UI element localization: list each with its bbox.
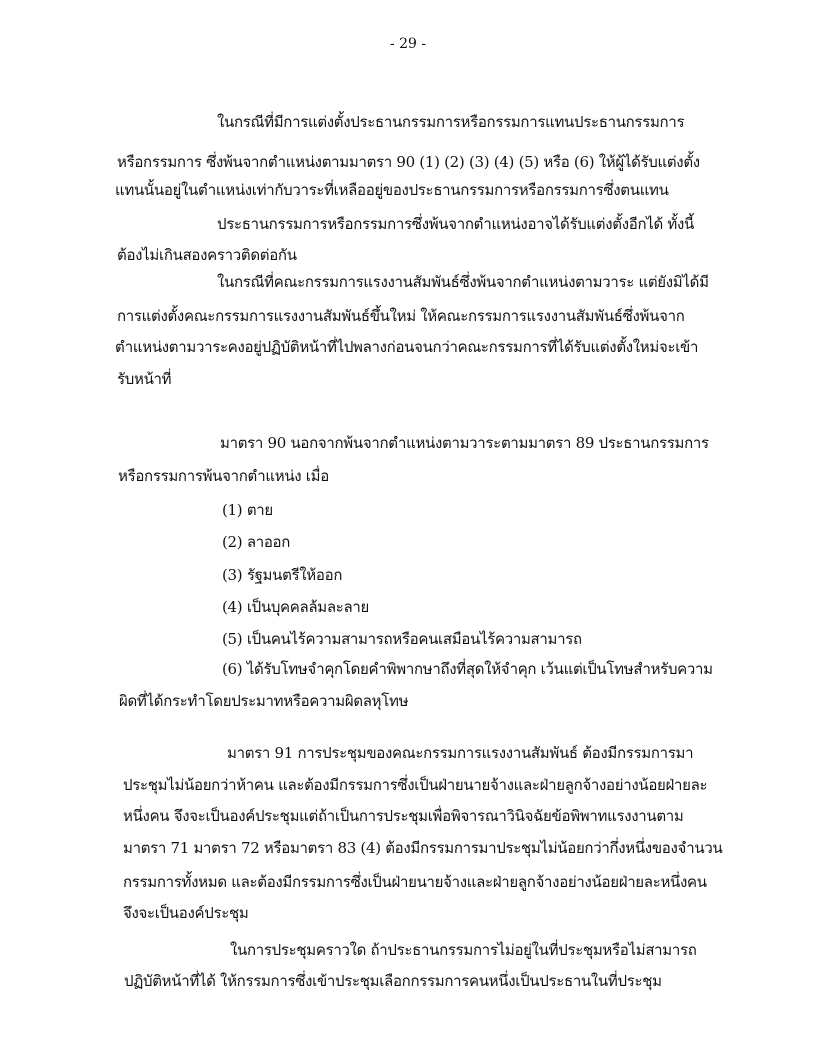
paragraph-3-line-1: ในกรณีที่คณะกรรมการแรงงานสัมพันธ์ซึ่งพ้นจากตำแหน่งตามวาระ แต่ยังมิได้มี bbox=[217, 273, 709, 291]
section-91-line-6: จึงจะเป็นองค์ประชุม bbox=[123, 904, 249, 922]
section-91-line-1: มาตรา 91 การประชุมของคณะกรรมการแรงงานสัมพันธ์ ต้องมีกรรมการมา bbox=[227, 744, 694, 762]
paragraph-1-line-1: ในกรณีที่มีการแต่งตั้งประธานกรรมการหรือกรรมการแทนประธานกรรมการ bbox=[217, 113, 685, 131]
section-90-line-2: หรือกรรมการพ้นจากตำแหน่ง เมื่อ bbox=[118, 467, 329, 485]
paragraph-4-line-1: ในการประชุมคราวใด ถ้าประธานกรรมการไม่อยู่ในที่ประชุมหรือไม่สามารถ bbox=[230, 941, 697, 959]
paragraph-4-line-2: ปฏิบัติหน้าที่ได้ ให้กรรมการซึ่งเข้าประชุมเลือกกรรมการคนหนึ่งเป็นประธานในที่ประชุม bbox=[124, 972, 662, 990]
section-90-item-4: (4) เป็นบุคคลล้มละลาย bbox=[222, 598, 370, 616]
section-91-line-3: หนึ่งคน จึงจะเป็นองค์ประชุมแต่ถ้าเป็นการประชุมเพื่อพิจารณาวินิจฉัยข้อพิพาทแรงงานตาม bbox=[123, 807, 684, 825]
paragraph-3-line-3: ตำแหน่งตามวาระคงอยู่ปฏิบัติหน้าที่ไปพลางก่อนจนกว่าคณะกรรมการที่ได้รับแต่งตั้งใหม่จะเข้า bbox=[115, 338, 699, 356]
paragraph-2-line-2: ต้องไม่เกินสองคราวติดต่อกัน bbox=[117, 246, 297, 264]
section-90-line-1: มาตรา 90 นอกจากพ้นจากตำแหน่งตามวาระตามมาตรา 89 ประธานกรรมการ bbox=[220, 434, 709, 452]
section-90-item-6-continued: ผิดที่ได้กระทำโดยประมาทหรือความผิดลหุโทษ bbox=[119, 692, 409, 710]
section-91-line-4: มาตรา 71 มาตรา 72 หรือมาตรา 83 (4) ต้องมีกรรมการมาประชุมไม่น้อยกว่ากึ่งหนึ่งของจำนวน bbox=[123, 839, 723, 857]
section-90-item-1: (1) ตาย bbox=[222, 501, 273, 519]
paragraph-2-line-1: ประธานกรรมการหรือกรรมการซึ่งพ้นจากตำแหน่งอาจได้รับแต่งตั้งอีกได้ ทั้งนี้ bbox=[217, 215, 694, 233]
section-91-line-2: ประชุมไม่น้อยกว่าห้าคน และต้องมีกรรมการซึ่งเป็นฝ่ายนายจ้างและฝ่ายลูกจ้างอย่างน้อยฝ่ายละ bbox=[123, 776, 708, 794]
paragraph-3-line-4: รับหน้าที่ bbox=[117, 370, 172, 388]
section-90-item-2: (2) ลาออก bbox=[222, 533, 291, 551]
page-number: - 29 - bbox=[389, 36, 427, 52]
section-90-item-6: (6) ได้รับโทษจำคุกโดยคำพิพากษาถึงที่สุดให้จำคุก เว้นแต่เป็นโทษสำหรับความ bbox=[222, 660, 713, 678]
paragraph-3-line-2: การแต่งตั้งคณะกรรมการแรงงานสัมพันธ์ขึ้นใหม่ ให้คณะกรรมการแรงงานสัมพันธ์ซึ่งพ้นจาก bbox=[117, 307, 685, 325]
paragraph-1-line-3: แทนนั้นอยู่ในตำแหน่งเท่ากับวาระที่เหลืออยู่ของประธานกรรมการหรือกรรมการซึ่งตนแทน bbox=[115, 181, 669, 199]
section-90-item-3: (3) รัฐมนตรีให้ออก bbox=[222, 566, 343, 584]
section-90-item-5: (5) เป็นคนไร้ความสามารถหรือคนเสมือนไร้ความสามารถ bbox=[222, 630, 582, 648]
section-91-line-5: กรรมการทั้งหมด และต้องมีกรรมการซึ่งเป็นฝ่ายนายจ้างและฝ่ายลูกจ้างอย่างน้อยฝ่ายละหนึ่งคน bbox=[123, 873, 707, 891]
paragraph-1-line-2: หรือกรรมการ ซึ่งพ้นจากตำแหน่งตามมาตรา 90 (1) (2) (3) (4) (5) หรือ (6) ให้ผู้ได้รับแต่งตั้ง bbox=[117, 153, 700, 171]
